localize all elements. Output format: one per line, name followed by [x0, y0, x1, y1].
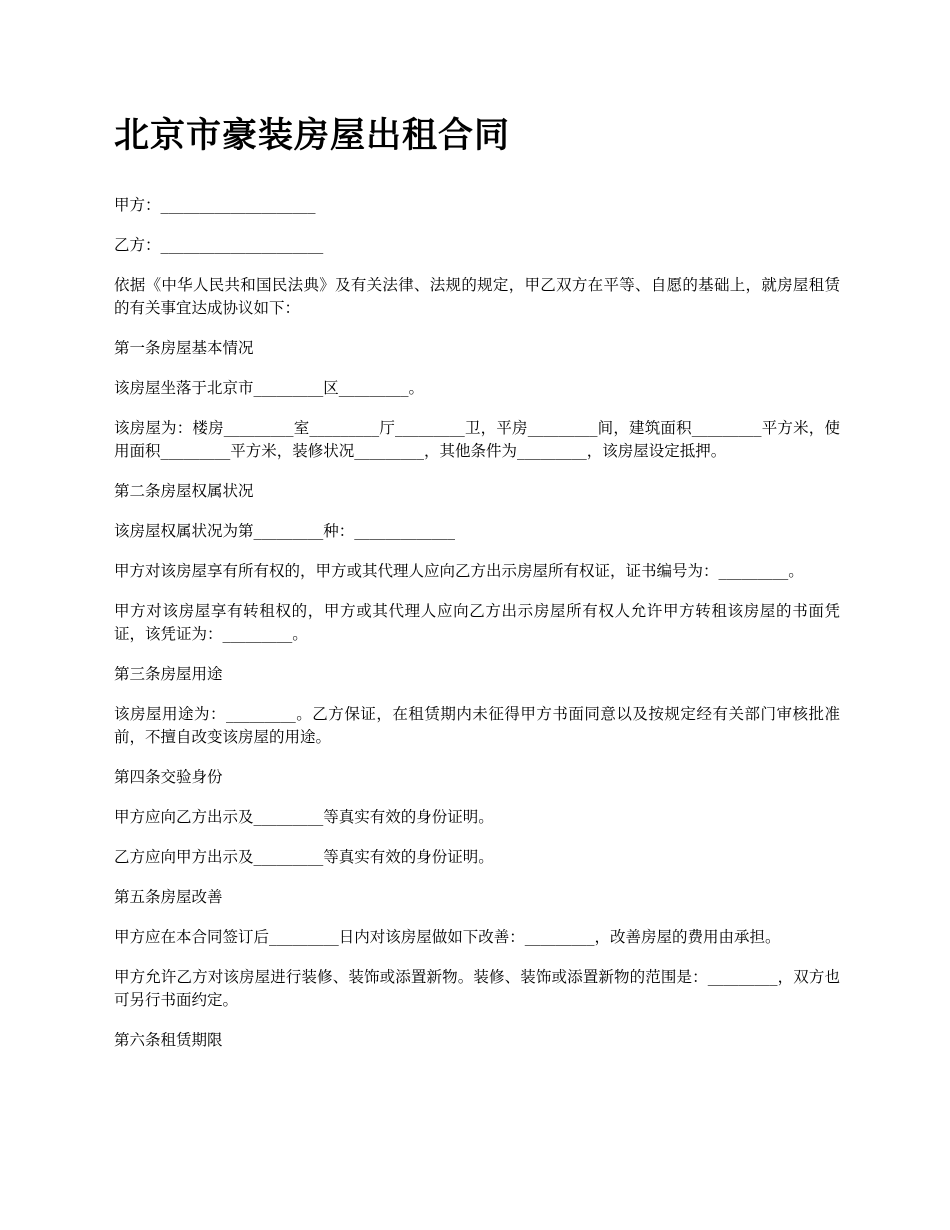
contract-body [114, 112, 840, 1069]
article-1-heading: 第一条房屋基本情况 [114, 339, 254, 357]
article-2-heading: 第二条房屋权属状况 [114, 482, 254, 500]
party-b-line: 乙方：_____________________ [114, 236, 324, 254]
document-title: 北京市豪装房屋出租合同 [114, 116, 511, 156]
article-4-heading: 第四条交验身份 [114, 768, 223, 786]
party-a-identity-paragraph: 甲方应向乙方出示及_________等真实有效的身份证明。 [114, 808, 494, 826]
property-use-paragraph: 该房屋用途为：_________。乙方保证，在租赁期内未征得甲方书面同意以及按规定经有关部门审核批准前，不擅自改变该房屋的用途。 [114, 705, 840, 746]
article-5-heading: 第五条房屋改善 [114, 888, 223, 906]
decoration-paragraph: 甲方允许乙方对该房屋进行装修、装饰或添置新物。装修、装饰或添置新物的范围是：_________，双方也可另行书面约定。 [114, 968, 840, 1009]
preamble-paragraph: 依据《中华人民共和国民法典》及有关法律、法规的规定，甲乙双方在平等、自愿的基础上，就房屋租赁的有关事宜达成协议如下： [114, 276, 840, 317]
ownership-status-paragraph: 该房屋权属状况为第_________种：_____________ [114, 522, 456, 540]
property-location-paragraph: 该房屋坐落于北京市_________区_________。 [114, 379, 425, 397]
improvement-paragraph: 甲方应在本合同签订后_________日内对该房屋做如下改善：_________，改善房屋的费用由承担。 [114, 928, 781, 946]
ownership-certificate-paragraph: 甲方对该房屋享有所有权的，甲方或其代理人应向乙方出示房屋所有权证，证书编号为：_________。 [114, 562, 804, 580]
article-6-heading: 第六条租赁期限 [114, 1031, 223, 1049]
party-a-line: 甲方：____________________ [114, 196, 316, 214]
party-b-identity-paragraph: 乙方应向甲方出示及_________等真实有效的身份证明。 [114, 848, 494, 866]
sublease-right-paragraph: 甲方对该房屋享有转租权的，甲方或其代理人应向乙方出示房屋所有权人允许甲方转租该房屋的书面凭证，该凭证为：_________。 [114, 602, 840, 643]
article-3-heading: 第三条房屋用途 [114, 665, 223, 683]
property-details-paragraph: 该房屋为：楼房_________室_________厅_________卫，平房_________间，建筑面积_________平方米，使用面积_________平方米，装修状况_________，其他条件为_________，该房屋设定抵押。 [114, 419, 840, 460]
